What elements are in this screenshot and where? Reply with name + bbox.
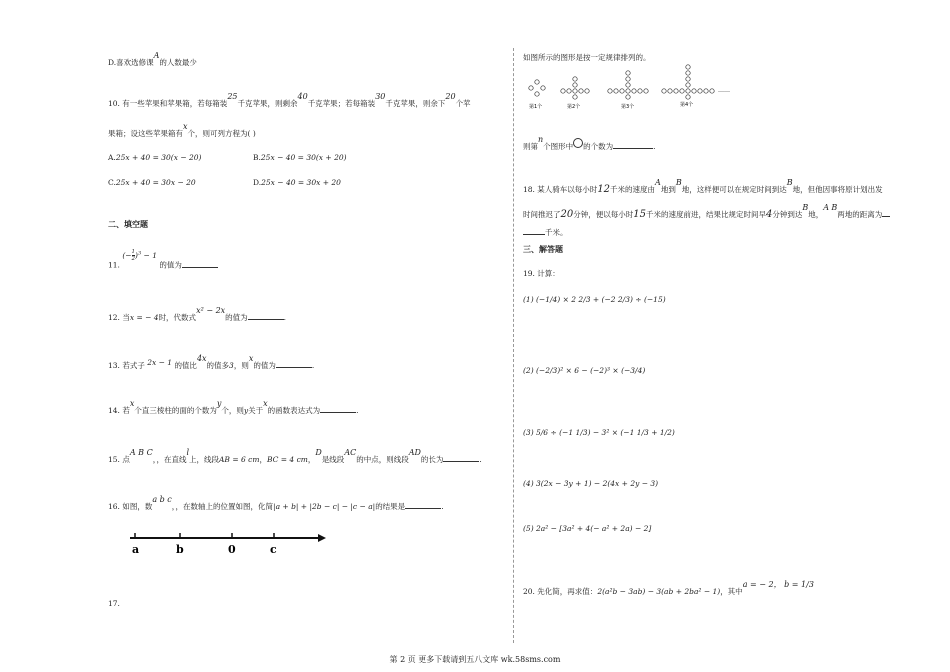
- question-19-part3: (3) 5/6 ÷ (−1 1/3) − 3² × (−1 1/3 + 1/2): [523, 428, 675, 437]
- figure-label-4: 第4个: [680, 102, 694, 108]
- figure-ellipsis: ……: [718, 87, 730, 94]
- question-14: 14. 若x个直三棱柱的面的个数为y个，则y关于x的函数表达式为 .: [108, 399, 359, 415]
- option-a[interactable]: A.25x + 40 = 30(x − 20): [108, 153, 202, 162]
- question-17-text: 如图所示的图形是按一定规律排列的。: [523, 53, 651, 62]
- question-19-title: 19. 计算：: [523, 269, 560, 278]
- option-d[interactable]: D.25x − 40 = 30x + 20: [253, 178, 341, 187]
- figure-label-3: 第3个: [621, 104, 635, 110]
- question-18-line2: 时间推迟了20分钟，便以每小时15千米的速度前进，结果比规定时间早4分钟到达B地，A B两地的距离为: [523, 208, 890, 220]
- answer-blank[interactable]: [182, 259, 218, 268]
- number-line-label-a: a: [132, 543, 140, 556]
- number-line-label-0: 0: [228, 543, 236, 556]
- figure-label-2: 第2个: [567, 104, 581, 110]
- page-footer: 第 2 页 更多下载请到五八文库 wk.58sms.com: [389, 655, 561, 664]
- column-divider: [513, 48, 514, 643]
- question-10-line1: 10. 有一些苹果和苹果箱，若每箱装25千克苹果，则剩余40千克苹果；若每箱装30千克苹果，则余下20个苹: [108, 92, 471, 108]
- question-19-part4: (4) 3(2x − 3y + 1) − 2(4x + 2y − 3): [523, 479, 659, 488]
- question-19-part2: (2) (−2/3)² × 6 − (−2)³ × (−3/4): [523, 366, 646, 375]
- answer-blank[interactable]: [523, 226, 545, 235]
- number-line: [130, 528, 330, 558]
- question-19-part1: (1) (−1/4) × 2 2/3 + (−2 2/3) ÷ (−15): [523, 295, 666, 304]
- section-solutions: 三、解答题: [523, 245, 563, 254]
- question-17-ask: 则第n个图形中 的个数为 .: [523, 135, 656, 151]
- question-16: 16. 如图，数a b c，，在数轴上的位置如图，化简|a + b| + |2b − c| − |c − a|的结果是 .: [108, 495, 444, 511]
- answer-blank[interactable]: [276, 359, 312, 368]
- figure-label-1: 第1个: [529, 104, 543, 110]
- option-c[interactable]: C.25x + 40 = 30x − 20: [108, 178, 196, 187]
- section-fill-in: 二、填空题: [108, 220, 148, 229]
- option-b[interactable]: B.25x − 40 = 30(x + 20): [253, 153, 347, 162]
- question-20: 20. 先化简，再求值：2(a²b − 3ab) − 3(ab + 2ba² − 1)，其中a = − 2， b = 1/3: [523, 580, 814, 596]
- answer-blank[interactable]: [248, 311, 284, 320]
- answer-blank[interactable]: [882, 208, 890, 217]
- question-17-number: 17.: [108, 599, 120, 608]
- number-line-label-b: b: [176, 543, 184, 556]
- question-18-line1: 18. 某人骑车以每小时12千米的速度由A地到B地，这样便可以在规定时间到达B地，但他因事将原计划出发: [523, 178, 883, 195]
- question-15: 15. 点A B C，，在直线l上，线段AB = 6 cm，BC = 4 cm，D是线段AC的中点，则线段AD的长为 .: [108, 448, 482, 464]
- question-9d: D.喜欢选修课A的人数最少: [108, 51, 197, 67]
- question-19-part5: (5) 2a² − [3a² + 4(− a² + 2a) − 2]: [523, 524, 652, 533]
- number-line-label-c: c: [270, 543, 277, 556]
- question-18-line3: 千米。: [523, 226, 568, 238]
- question-11: 11. (− $\frac{1}{2}$ )$^3$ − 1 的值为: [108, 258, 218, 272]
- circle-icon: [573, 138, 583, 148]
- answer-blank[interactable]: [443, 453, 479, 462]
- answer-blank[interactable]: [320, 404, 356, 413]
- dot-pattern-figure: [523, 62, 733, 112]
- question-10-line2: 果箱；设这些苹果箱有x个，则可列方程为( ): [108, 122, 256, 138]
- question-13: 13. 若式子 2x − 1 的值比4x的值多3，则x的值为 .: [108, 354, 315, 370]
- answer-blank[interactable]: [613, 140, 653, 149]
- answer-blank[interactable]: [405, 500, 441, 509]
- question-12: 12. 当x = − 4时，代数式x² − 2x的值为 .: [108, 306, 287, 322]
